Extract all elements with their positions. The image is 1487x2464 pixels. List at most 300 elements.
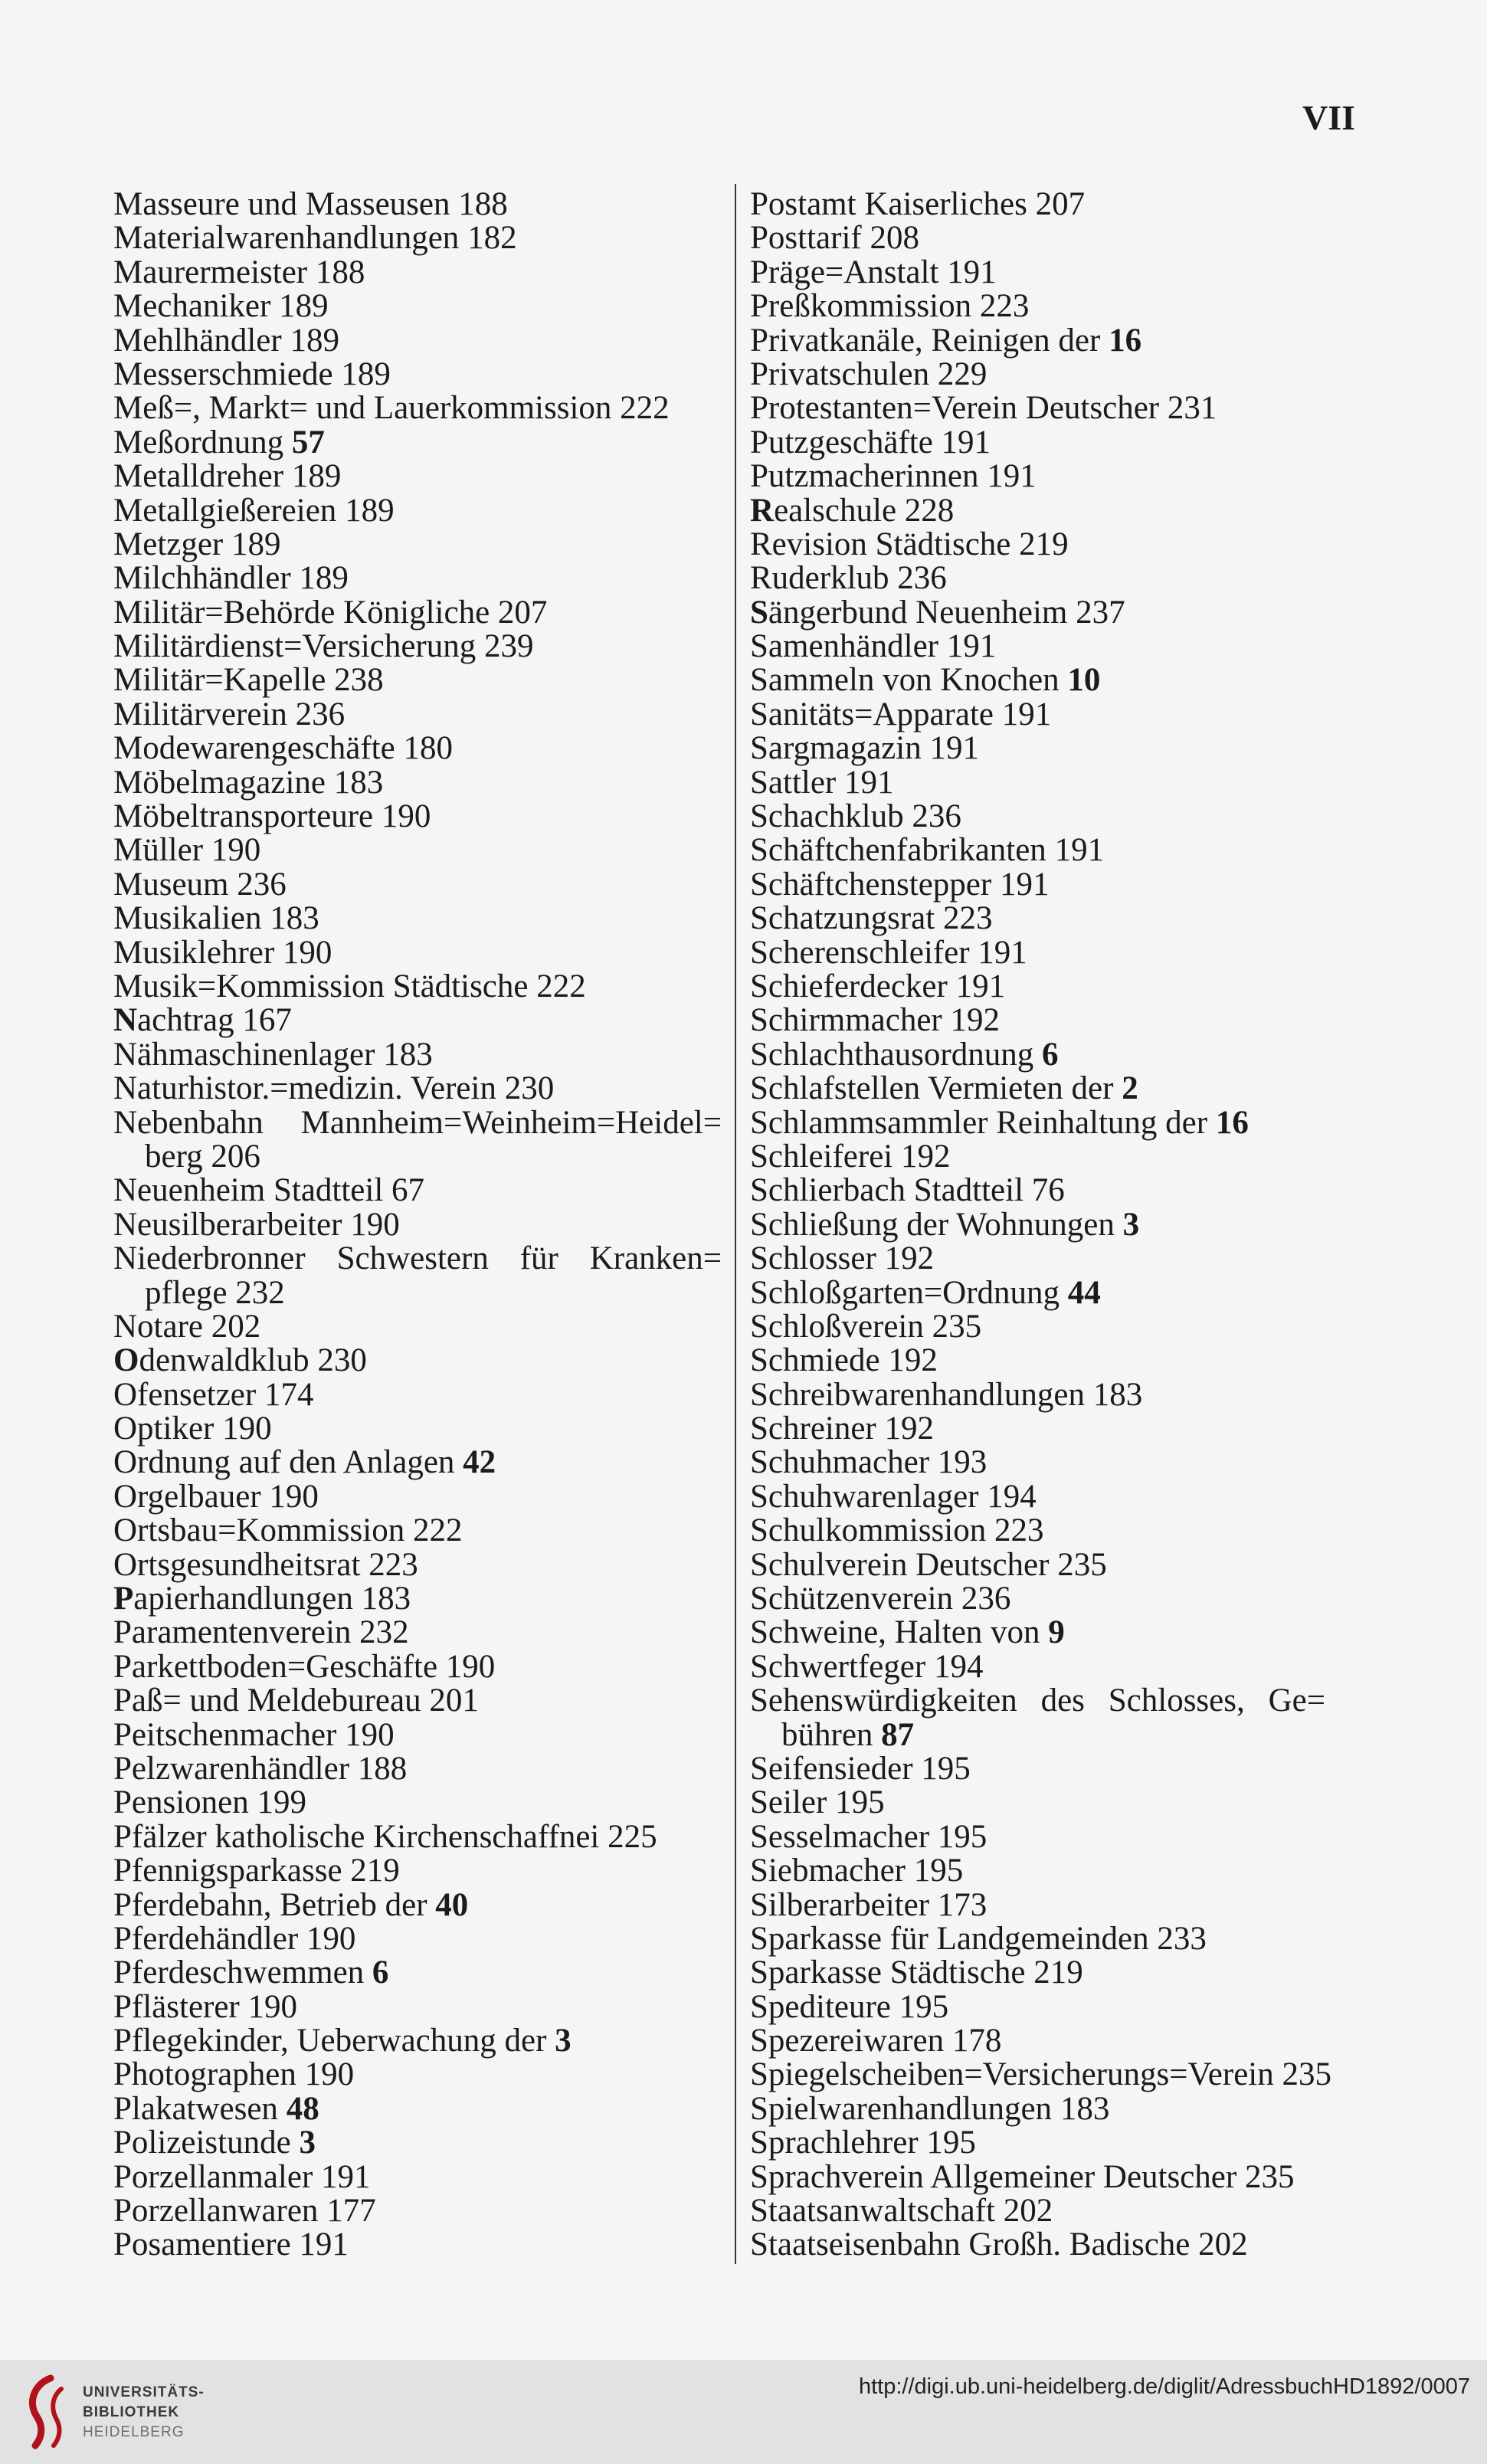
entry-page: 199 bbox=[257, 1784, 307, 1821]
entry-text: Sängerbund Neuenheim bbox=[750, 594, 1068, 631]
index-entry bbox=[113, 1650, 722, 1684]
index-entry bbox=[750, 698, 1325, 732]
entry-text: Spiegelscheiben=Versicherungs=Verein bbox=[750, 2056, 1274, 2093]
entry-text: berg bbox=[145, 1138, 203, 1175]
index-entry bbox=[113, 1786, 722, 1820]
entry-page: 219 bbox=[1019, 526, 1069, 562]
index-entry bbox=[750, 1412, 1325, 1446]
entry-text: Spediteure bbox=[750, 1988, 891, 2025]
entry-text: Mehlhändler bbox=[113, 322, 282, 359]
index-entry bbox=[750, 1140, 1325, 1174]
entry-page: 167 bbox=[242, 1002, 292, 1039]
entry-page: 174 bbox=[264, 1376, 314, 1413]
index-entry bbox=[750, 494, 1325, 528]
index-entry bbox=[113, 290, 722, 323]
entry-page: 195 bbox=[835, 1784, 885, 1821]
entry-page: 231 bbox=[1167, 390, 1217, 427]
entry-page: 189 bbox=[291, 458, 342, 495]
index-entry bbox=[113, 1174, 722, 1207]
entry-page: 173 bbox=[937, 1886, 988, 1923]
entry-page: 183 bbox=[383, 1036, 433, 1073]
index-entry bbox=[113, 902, 722, 935]
index-entry bbox=[750, 868, 1325, 902]
entry-text: Optiker bbox=[113, 1411, 215, 1447]
index-entry bbox=[113, 698, 722, 732]
library-name-line2: BIBLIOTHEK bbox=[83, 2404, 180, 2420]
entry-page: 6 bbox=[372, 1954, 389, 1991]
entry-page: 183 bbox=[361, 1581, 411, 1617]
entry-text: Musiklehrer bbox=[113, 934, 275, 971]
index-entry bbox=[113, 1412, 722, 1446]
entry-page: 189 bbox=[279, 288, 329, 325]
entry-page: 191 bbox=[947, 254, 997, 290]
entry-text: Ruderklub bbox=[750, 560, 889, 597]
index-entry bbox=[750, 1004, 1325, 1037]
entry-page: 183 bbox=[1092, 1376, 1143, 1413]
entry-page: 223 bbox=[368, 1546, 418, 1583]
index-entry bbox=[113, 630, 722, 664]
entry-text: Schlachthausordnung bbox=[750, 1036, 1034, 1073]
entry-page: 219 bbox=[350, 1853, 400, 1889]
index-entry bbox=[750, 732, 1325, 765]
index-entry bbox=[113, 1956, 722, 1990]
entry-text: Möbeltransporteure bbox=[113, 798, 374, 835]
entry-page: 177 bbox=[326, 2193, 376, 2230]
entry-page: 191 bbox=[978, 934, 1027, 971]
entry-text: Schlafstellen Vermieten der bbox=[750, 1070, 1114, 1107]
entry-text: Schuhmacher bbox=[750, 1444, 930, 1481]
entry-text: Siebmacher bbox=[750, 1853, 906, 1889]
entry-page: 3 bbox=[555, 2023, 572, 2059]
entry-text: Schließung der Wohnungen bbox=[750, 1206, 1115, 1243]
index-entry bbox=[750, 1716, 1325, 1753]
index-entry bbox=[113, 1378, 722, 1412]
entry-page: 237 bbox=[1076, 594, 1125, 631]
entry-text: Schlierbach Stadtteil bbox=[750, 1172, 1024, 1209]
entry-page: 16 bbox=[1109, 322, 1142, 359]
entry-text: Sanitäts=Apparate bbox=[750, 696, 994, 732]
entry-text: Pfennigsparkasse bbox=[113, 1853, 342, 1889]
entry-text: Schachklub bbox=[750, 798, 904, 835]
index-entry bbox=[113, 2092, 722, 2126]
index-entry bbox=[113, 1820, 722, 1854]
index-entry bbox=[750, 324, 1325, 358]
index-entry bbox=[750, 1684, 1325, 1718]
entry-text: Ofensetzer bbox=[113, 1376, 257, 1413]
index-entry bbox=[113, 834, 722, 867]
index-entry bbox=[113, 2228, 722, 2262]
index-column-right bbox=[750, 186, 1331, 2263]
entry-page: 189 bbox=[290, 322, 339, 359]
entry-page: 222 bbox=[412, 1512, 463, 1549]
index-entry bbox=[113, 732, 722, 765]
entry-page: 195 bbox=[937, 1818, 988, 1855]
index-entry bbox=[113, 324, 722, 358]
entry-page: 236 bbox=[912, 798, 961, 835]
index-entry bbox=[113, 426, 722, 460]
entry-text: Militärverein bbox=[113, 696, 287, 732]
entry-page: 191 bbox=[1001, 696, 1052, 732]
entry-page: 229 bbox=[937, 356, 988, 392]
entry-text: Sehenswürdigkeiten des Schlosses, Ge= bbox=[750, 1684, 1325, 1719]
index-entry bbox=[750, 1886, 1325, 1923]
entry-text: Schatzungsrat bbox=[750, 900, 935, 937]
entry-text: Postamt Kaiserliches bbox=[750, 186, 1027, 222]
index-entry bbox=[750, 1174, 1325, 1207]
entry-text: bühren bbox=[781, 1716, 873, 1753]
entry-text: Samenhändler bbox=[750, 628, 938, 665]
index-entry bbox=[750, 221, 1325, 255]
entry-page: 228 bbox=[904, 492, 955, 529]
index-entry bbox=[113, 1752, 722, 1786]
index-entry bbox=[113, 460, 722, 493]
entry-text: Militär=Kapelle bbox=[113, 662, 326, 699]
index-entry bbox=[750, 2092, 1325, 2126]
entry-text: Paramentenverein bbox=[113, 1614, 352, 1651]
index-entry bbox=[113, 2024, 722, 2058]
index-entry bbox=[750, 1480, 1325, 1514]
index-entry bbox=[750, 1072, 1325, 1106]
entry-text: Musikalien bbox=[113, 900, 262, 937]
entry-text: Pensionen bbox=[113, 1784, 249, 1821]
entry-page: 191 bbox=[299, 2226, 349, 2263]
index-entry bbox=[113, 1004, 722, 1037]
entry-page: 192 bbox=[884, 1411, 935, 1447]
index-entry bbox=[750, 1208, 1325, 1242]
library-name bbox=[83, 2383, 205, 2443]
index-entry bbox=[113, 1854, 722, 1888]
footer-url: http://digi.ub.uni-heidelberg.de/diglit/AdressbuchHD1892/0007 bbox=[858, 2374, 1470, 2399]
entry-text: Schreiner bbox=[750, 1411, 876, 1447]
entry-text: Metalldreher bbox=[113, 458, 284, 495]
entry-text: Messerschmiede bbox=[113, 356, 333, 392]
entry-text: Sparkasse Städtische bbox=[750, 1954, 1026, 1991]
entry-page: 3 bbox=[299, 2125, 316, 2161]
entry-text: Schulkommission bbox=[750, 1512, 987, 1549]
entry-text: Schmiede bbox=[750, 1342, 880, 1379]
entry-text: Polizeistunde bbox=[113, 2125, 291, 2161]
entry-page: 202 bbox=[1003, 2193, 1053, 2230]
index-entry bbox=[750, 630, 1325, 664]
index-entry bbox=[113, 936, 722, 970]
entry-text: Silberarbeiter bbox=[750, 1886, 930, 1923]
entry-text: Privatschulen bbox=[750, 356, 930, 392]
index-entry bbox=[750, 188, 1325, 221]
entry-text: Militär=Behörde Königliche bbox=[113, 594, 490, 631]
entry-page: 189 bbox=[345, 492, 395, 529]
entry-page: 190 bbox=[247, 1988, 298, 2025]
entry-page: 190 bbox=[445, 1648, 496, 1685]
entry-page: 235 bbox=[1057, 1546, 1107, 1583]
entry-text: Schloßverein bbox=[750, 1308, 924, 1345]
index-entry bbox=[750, 766, 1325, 800]
entry-text: Sargmagazin bbox=[750, 730, 922, 767]
entry-page: 219 bbox=[1033, 1954, 1083, 1991]
index-entry bbox=[113, 970, 722, 1004]
entry-text: Sparkasse für Landgemeinden bbox=[750, 1920, 1149, 1957]
index-entry bbox=[750, 1548, 1325, 1582]
index-entry bbox=[113, 358, 722, 392]
index-entry bbox=[113, 1242, 722, 1276]
index-entry bbox=[113, 1922, 722, 1956]
entry-page: 57 bbox=[291, 424, 325, 460]
entry-page: 192 bbox=[901, 1138, 951, 1175]
index-entry bbox=[113, 392, 722, 425]
entry-page: 190 bbox=[306, 1920, 356, 1957]
entry-page: 194 bbox=[987, 1478, 1037, 1515]
entry-page: 183 bbox=[333, 764, 384, 801]
entry-text: Schieferdecker bbox=[750, 968, 948, 1004]
index-entry bbox=[750, 1378, 1325, 1412]
index-entry bbox=[113, 1208, 722, 1242]
entry-text: Preßkommission bbox=[750, 288, 972, 325]
entry-text: Seiler bbox=[750, 1784, 827, 1821]
entry-page: 195 bbox=[913, 1853, 964, 1889]
entry-page: 195 bbox=[926, 2125, 976, 2161]
entry-text: Schloßgarten=Ordnung bbox=[750, 1274, 1060, 1311]
index-entry bbox=[750, 2158, 1325, 2195]
index-entry bbox=[750, 358, 1325, 392]
index-entry bbox=[750, 2228, 1325, 2262]
entry-page: 194 bbox=[933, 1648, 984, 1685]
entry-page: 188 bbox=[357, 1750, 408, 1787]
index-entry bbox=[113, 1038, 722, 1072]
entry-text: Metallgießereien bbox=[113, 492, 337, 529]
index-entry bbox=[113, 1514, 722, 1548]
entry-text: Ordnung auf den Anlagen bbox=[113, 1444, 455, 1481]
index-entry bbox=[750, 936, 1325, 970]
index-entry bbox=[750, 1344, 1325, 1378]
entry-text: Posttarif bbox=[750, 220, 862, 257]
entry-page: 235 bbox=[1282, 2056, 1331, 2093]
entry-text: Revision Städtische bbox=[750, 526, 1011, 562]
entry-text: Materialwarenhandlungen bbox=[113, 220, 460, 257]
index-entry bbox=[750, 1446, 1325, 1479]
entry-page: 191 bbox=[941, 424, 991, 460]
entry-text: Pflegekinder, Ueberwachung der bbox=[113, 2023, 547, 2059]
index-entry bbox=[113, 188, 722, 221]
entry-page: 191 bbox=[987, 458, 1037, 495]
entry-text: Spezereiwaren bbox=[750, 2023, 945, 2059]
entry-page: 48 bbox=[286, 2090, 319, 2127]
index-entry bbox=[750, 2056, 1331, 2093]
index-entry bbox=[113, 562, 722, 595]
index-entry bbox=[113, 1616, 722, 1650]
entry-text: Schuhwarenlager bbox=[750, 1478, 979, 1515]
index-entry bbox=[113, 256, 722, 290]
entry-page: 236 bbox=[897, 560, 947, 597]
index-entry bbox=[113, 1344, 722, 1378]
entry-text: Seifensieder bbox=[750, 1750, 913, 1787]
entry-text: Pelzwarenhändler bbox=[113, 1750, 350, 1787]
index-entry bbox=[750, 1820, 1325, 1854]
entry-page: 225 bbox=[608, 1818, 657, 1855]
entry-text: Parkettboden=Geschäfte bbox=[113, 1648, 438, 1685]
entry-page: 6 bbox=[1041, 1036, 1059, 1073]
entry-text: Schreibwarenhandlungen bbox=[750, 1376, 1086, 1413]
index-entry bbox=[750, 1956, 1325, 1990]
entry-page: 190 bbox=[222, 1411, 272, 1447]
entry-page: 191 bbox=[946, 628, 997, 665]
index-entry bbox=[750, 1310, 1325, 1344]
entry-page: 233 bbox=[1157, 1920, 1207, 1957]
page-number: VII bbox=[1302, 98, 1356, 137]
entry-page: 16 bbox=[1215, 1104, 1249, 1141]
entry-text: Putzgeschäfte bbox=[750, 424, 933, 460]
index-entry bbox=[113, 1140, 722, 1174]
index-entry bbox=[750, 2194, 1325, 2228]
entry-text: Museum bbox=[113, 866, 229, 903]
index-entry bbox=[113, 1548, 722, 1582]
entry-text: Masseure und Masseusen bbox=[113, 186, 450, 222]
entry-page: 191 bbox=[1054, 832, 1105, 869]
index-entry bbox=[750, 596, 1325, 630]
index-entry bbox=[113, 664, 722, 697]
index-entry bbox=[113, 800, 722, 834]
index-entry bbox=[113, 596, 722, 630]
entry-page: 223 bbox=[994, 1512, 1044, 1549]
entry-page: 10 bbox=[1067, 662, 1101, 699]
entry-page: 193 bbox=[937, 1444, 988, 1481]
entry-page: 67 bbox=[391, 1172, 425, 1209]
entry-text: Sprachverein Allgemeiner Deutscher bbox=[750, 2158, 1237, 2195]
index-entry bbox=[113, 1684, 722, 1718]
entry-text: Realschule bbox=[750, 492, 897, 529]
entry-page: 178 bbox=[951, 2023, 1002, 2059]
footer-bar bbox=[0, 2360, 1487, 2464]
entry-text: Posamentiere bbox=[113, 2226, 291, 2263]
entry-page: 230 bbox=[504, 1070, 555, 1107]
entry-page: 87 bbox=[881, 1716, 915, 1753]
entry-page: 191 bbox=[929, 730, 979, 767]
entry-page: 40 bbox=[435, 1886, 469, 1923]
entry-text: Nachtrag bbox=[113, 1002, 234, 1039]
entry-page: 208 bbox=[870, 220, 919, 257]
entry-page: 232 bbox=[235, 1274, 285, 1311]
index-entry bbox=[750, 970, 1325, 1004]
entry-page: 192 bbox=[888, 1342, 938, 1379]
index-entry bbox=[113, 1276, 722, 1310]
entry-text: Pferdeschwemmen bbox=[113, 1954, 365, 1991]
entry-text: Putzmacherinnen bbox=[750, 458, 979, 495]
index-entry bbox=[113, 2058, 722, 2092]
entry-text: Pferdebahn, Betrieb der bbox=[113, 1886, 427, 1923]
entry-text: pflege bbox=[145, 1274, 228, 1311]
entry-text: Ortsgesundheitsrat bbox=[113, 1546, 361, 1583]
entry-page: 191 bbox=[844, 764, 894, 801]
entry-text: Notare bbox=[113, 1308, 203, 1345]
entry-text: Mechaniker bbox=[113, 288, 271, 325]
entry-text: Niederbronner Schwestern für Kranken= bbox=[113, 1242, 722, 1276]
entry-page: 207 bbox=[1035, 186, 1086, 222]
entry-page: 236 bbox=[295, 696, 346, 732]
entry-page: 222 bbox=[620, 390, 670, 427]
entry-page: 236 bbox=[237, 866, 287, 903]
entry-text: Porzellanmaler bbox=[113, 2158, 313, 2195]
entry-text: Schlosser bbox=[750, 1240, 876, 1277]
entry-text: Spielwarenhandlungen bbox=[750, 2090, 1053, 2127]
entry-text: Milchhändler bbox=[113, 560, 291, 597]
entry-text: Sprachlehrer bbox=[750, 2125, 919, 2161]
index-entry bbox=[750, 2126, 1325, 2160]
entry-page: 202 bbox=[211, 1308, 261, 1345]
entry-text: Meß=, Markt= und Lauerkommission bbox=[113, 390, 612, 427]
entry-text: Ortsbau=Kommission bbox=[113, 1512, 405, 1549]
index-entry bbox=[750, 1038, 1325, 1072]
index-entry bbox=[113, 494, 722, 528]
entry-page: 182 bbox=[467, 220, 517, 257]
index-entry bbox=[113, 1106, 722, 1140]
index-entry bbox=[113, 868, 722, 902]
index-entry bbox=[750, 256, 1325, 290]
entry-page: 192 bbox=[950, 1002, 1000, 1039]
index-entry bbox=[750, 528, 1325, 562]
index-entry bbox=[113, 528, 722, 562]
entry-text: Schäftchenfabrikanten bbox=[750, 832, 1046, 869]
entry-text: Militärdienst=Versicherung bbox=[113, 628, 477, 665]
index-entry bbox=[113, 1716, 722, 1753]
entry-page: 202 bbox=[1198, 2226, 1248, 2263]
index-entry bbox=[750, 562, 1325, 595]
entry-page: 190 bbox=[269, 1478, 319, 1515]
entry-text: Orgelbauer bbox=[113, 1478, 261, 1515]
entry-page: 191 bbox=[999, 866, 1050, 903]
entry-page: 188 bbox=[458, 186, 508, 222]
entry-text: Paß= und Meldebureau bbox=[113, 1683, 421, 1719]
entry-page: 183 bbox=[270, 900, 319, 937]
entry-page: 235 bbox=[1244, 2158, 1295, 2195]
entry-page: 222 bbox=[536, 968, 586, 1004]
index-entry bbox=[750, 902, 1325, 935]
index-entry bbox=[750, 1988, 1325, 2025]
entry-page: 207 bbox=[497, 594, 548, 631]
entry-text: Photographen bbox=[113, 2056, 296, 2093]
entry-text: Odenwaldklub bbox=[113, 1342, 310, 1379]
entry-text: Neuenheim Stadtteil bbox=[113, 1172, 384, 1209]
index-entry bbox=[113, 2194, 722, 2228]
entry-page: 189 bbox=[299, 560, 349, 597]
entry-text: Sammeln von Knochen bbox=[750, 662, 1060, 699]
entry-page: 223 bbox=[942, 900, 993, 937]
library-logo-icon bbox=[20, 2374, 74, 2450]
index-entry bbox=[750, 426, 1325, 460]
entry-text: Pferdehändler bbox=[113, 1920, 299, 1957]
index-entry bbox=[113, 766, 722, 800]
entry-text: Scherenschleifer bbox=[750, 934, 970, 971]
entry-page: 42 bbox=[463, 1444, 496, 1481]
entry-page: 239 bbox=[484, 628, 534, 665]
index-entry bbox=[750, 392, 1325, 425]
index-entry bbox=[750, 800, 1325, 834]
entry-text: Müller bbox=[113, 832, 204, 869]
index-entry bbox=[113, 1446, 722, 1479]
entry-page: 195 bbox=[899, 1988, 949, 2025]
entry-text: Schlammsammler Reinhaltung der bbox=[750, 1104, 1208, 1141]
entry-text: Protestanten=Verein Deutscher bbox=[750, 390, 1160, 427]
entry-page: 206 bbox=[211, 1138, 260, 1175]
entry-text: Maurermeister bbox=[113, 254, 308, 290]
entry-text: Sesselmacher bbox=[750, 1818, 930, 1855]
entry-page: 2 bbox=[1122, 1070, 1138, 1107]
entry-page: 9 bbox=[1048, 1614, 1065, 1651]
entry-text: Modewarengeschäfte bbox=[113, 730, 395, 767]
index-entry bbox=[113, 2126, 722, 2160]
entry-text: Schulverein Deutscher bbox=[750, 1546, 1050, 1583]
entry-text: Schäftchenstepper bbox=[750, 866, 992, 903]
entry-page: 189 bbox=[231, 526, 281, 562]
entry-page: 44 bbox=[1067, 1274, 1101, 1311]
entry-text: Privatkanäle, Reinigen der bbox=[750, 322, 1101, 359]
